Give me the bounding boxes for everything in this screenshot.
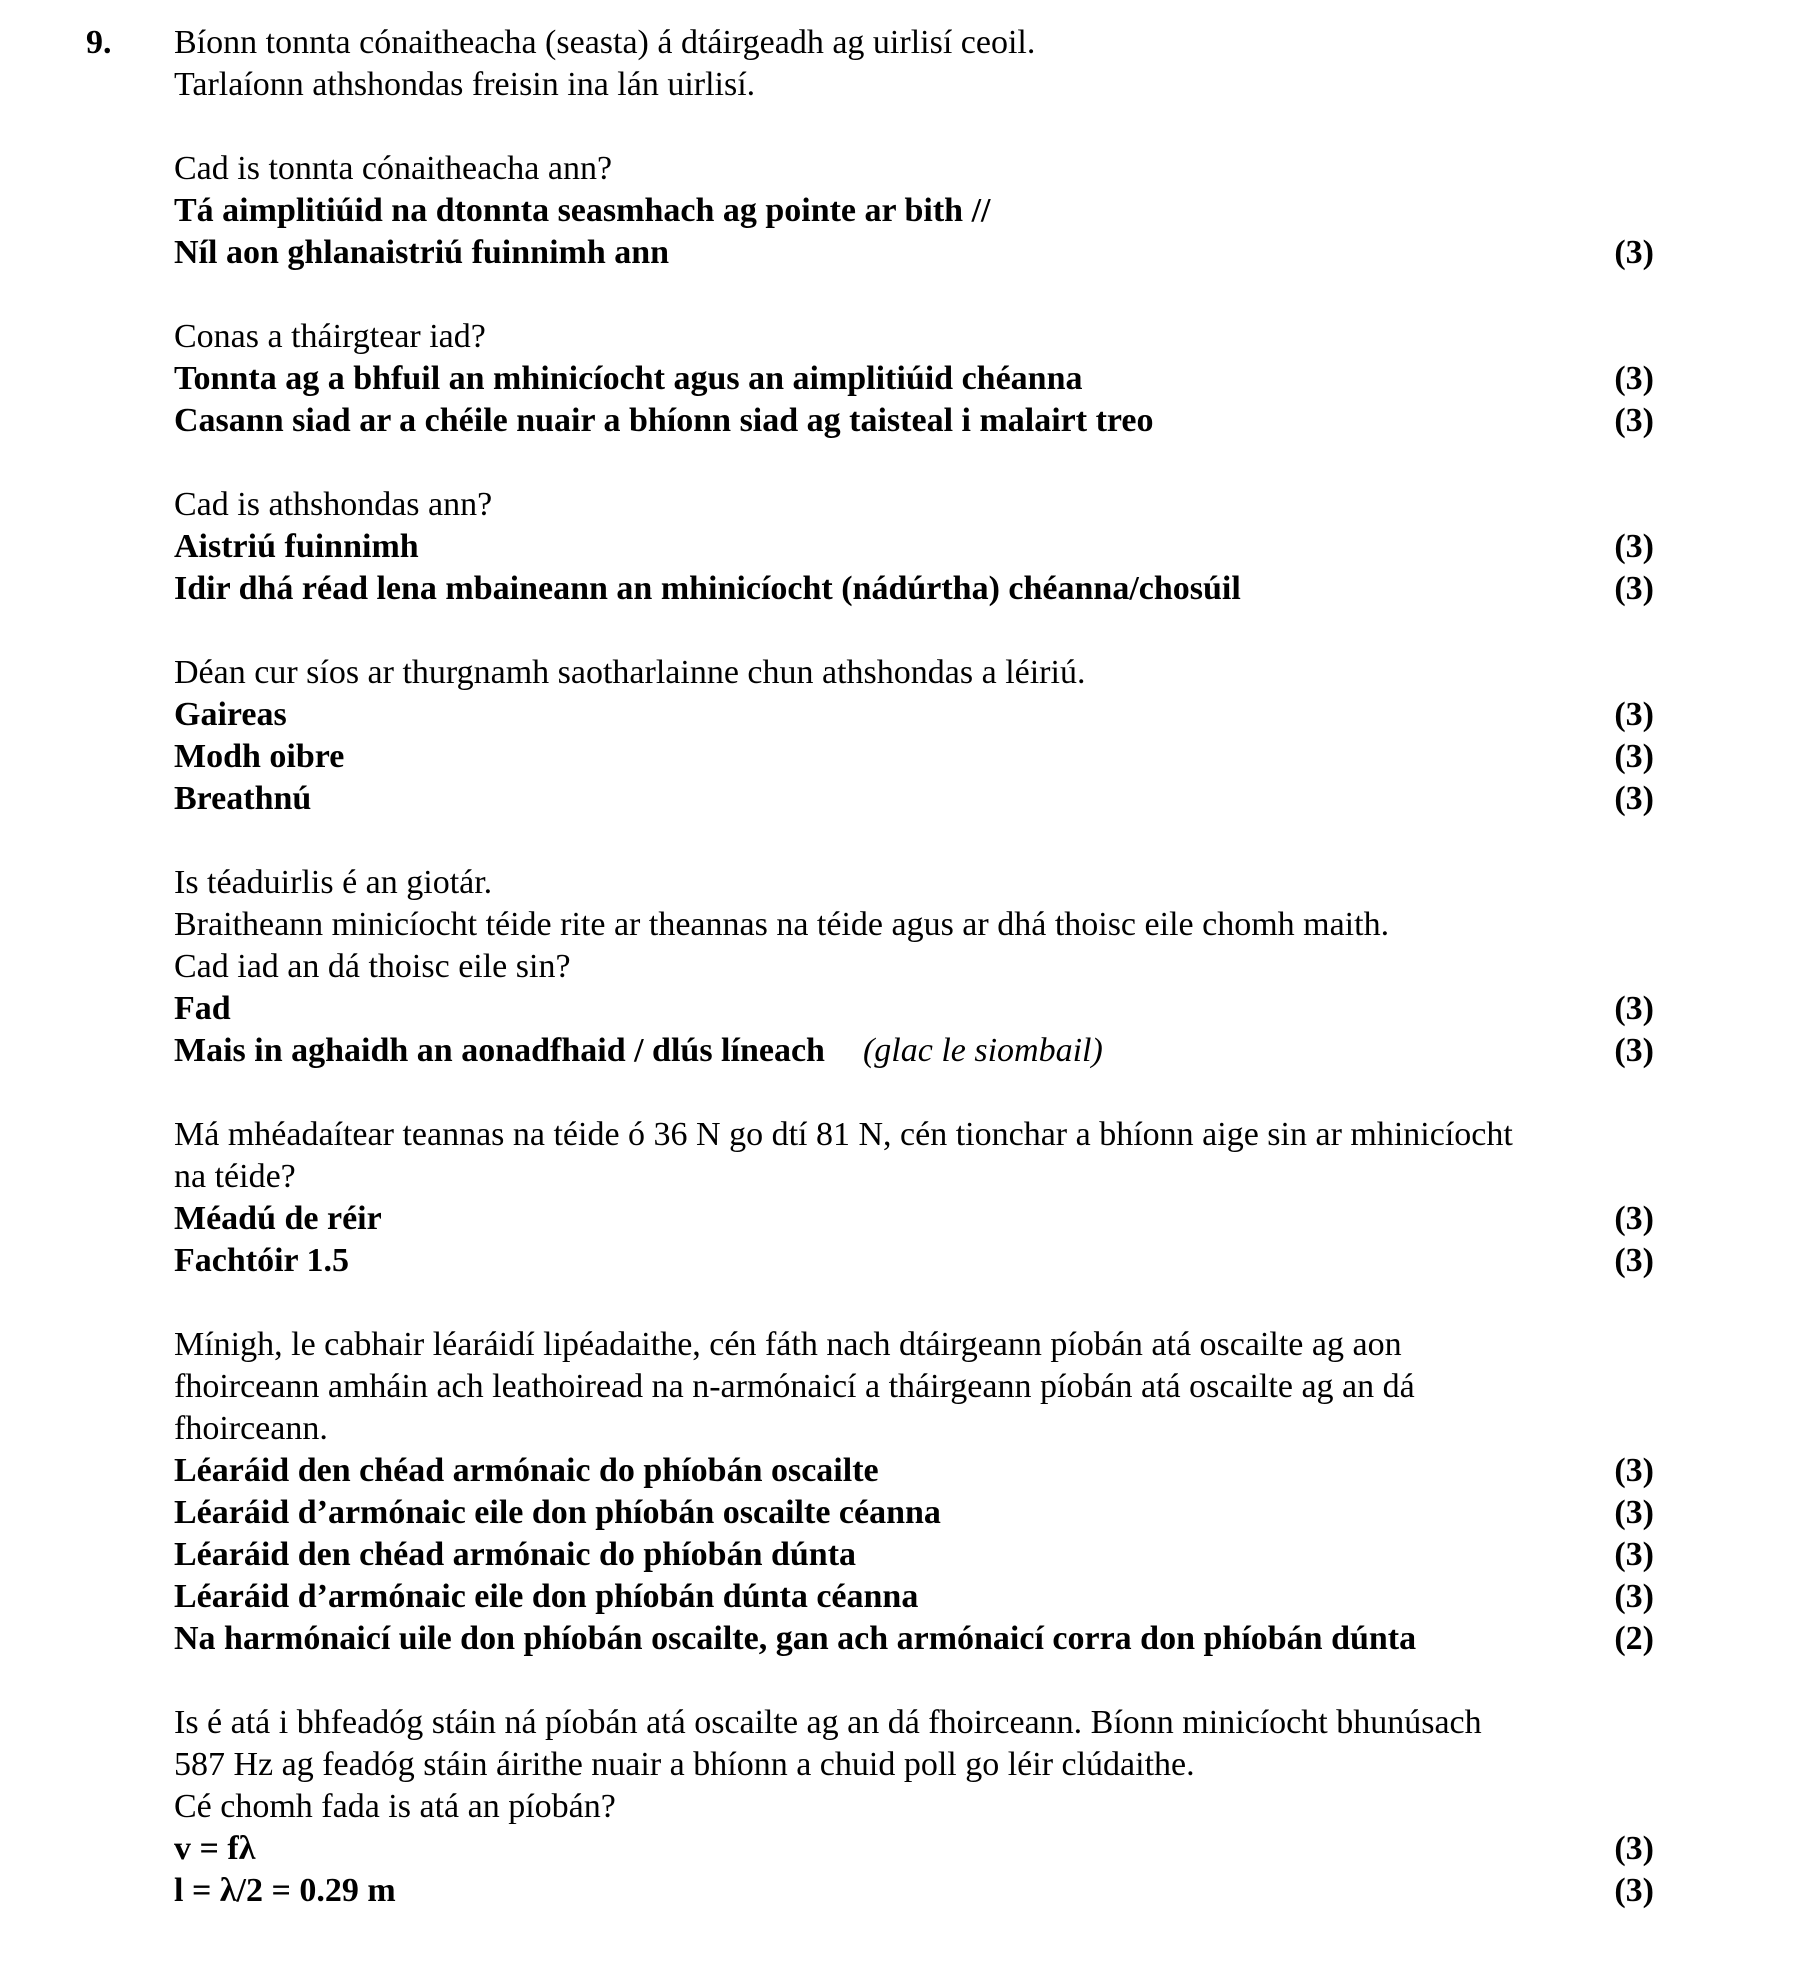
answer-text: Léaráid d’armónaic eile don phíobán oscailte céanna bbox=[174, 1494, 941, 1531]
prompt-line: 587 Hz ag feadóg stáin áirithe nuair a bhíonn a chuid poll go léir clúdaithe. bbox=[174, 1746, 1195, 1783]
mark: (3) bbox=[1614, 1830, 1654, 1867]
answer-line bbox=[174, 1030, 1654, 1072]
answer-line bbox=[174, 1618, 1654, 1660]
answer-text: Níl aon ghlanaistriú fuinnimh ann bbox=[174, 234, 670, 271]
answer-line bbox=[174, 190, 1654, 232]
mark: (3) bbox=[1614, 1578, 1654, 1615]
mark: (3) bbox=[1614, 1200, 1654, 1237]
answer-text: Casann siad ar a chéile nuair a bhíonn siad ag taisteal i malairt treo bbox=[174, 402, 1154, 439]
prompt-line: Conas a tháirgtear iad? bbox=[174, 318, 486, 355]
answer-text: Idir dhá réad lena mbaineann an mhinicíocht (nádúrtha) chéanna/chosúil bbox=[174, 570, 1241, 607]
answer-line bbox=[174, 1576, 1654, 1618]
intro-line: Tarlaíonn athshondas freisin ina lán uirlisí. bbox=[174, 66, 756, 103]
answer-text: Méadú de réir bbox=[174, 1200, 382, 1237]
answer-text: Modh oibre bbox=[174, 738, 345, 775]
prompt-line: Déan cur síos ar thurgnamh saotharlainne chun athshondas a léiriú. bbox=[174, 654, 1086, 691]
answer-text: l = λ/2 = 0.29 m bbox=[174, 1872, 396, 1909]
section-gap bbox=[174, 1282, 1654, 1324]
answer-text: Fachtóir 1.5 bbox=[174, 1242, 350, 1279]
mark: (3) bbox=[1614, 738, 1654, 775]
mark: (3) bbox=[1614, 360, 1654, 397]
answer-text: Aistriú fuinnimh bbox=[174, 528, 419, 565]
section-how-produced bbox=[174, 316, 1654, 442]
question-number: 9. bbox=[86, 24, 112, 61]
intro-line: Bíonn tonnta cónaitheacha (seasta) á dtáirgeadh ag uirlisí ceoil. bbox=[174, 24, 1036, 61]
answer-text: Tá aimplitiúid na dtonnta seasmhach ag pointe ar bith // bbox=[174, 192, 991, 229]
mark: (3) bbox=[1614, 1536, 1654, 1573]
answer-line bbox=[174, 568, 1654, 610]
question-content bbox=[174, 22, 1654, 1912]
answer-line bbox=[174, 1492, 1654, 1534]
answer-text: v = fλ bbox=[174, 1830, 256, 1867]
answer-text: Mais in aghaidh an aonadfhaid / dlús líneach bbox=[174, 1032, 825, 1069]
answer-text: Breathnú bbox=[174, 780, 312, 817]
answer-note: (glac le siombail) bbox=[862, 1032, 1103, 1069]
section-gap bbox=[174, 1660, 1654, 1702]
mark: (3) bbox=[1614, 1494, 1654, 1531]
prompt-line: Mínigh, le cabhair léaráidí lipéadaithe, cén fáth nach dtáirgeann píobán atá oscailte ag aon bbox=[174, 1326, 1402, 1363]
prompt-line: Cé chomh fada is atá an píobán? bbox=[174, 1788, 616, 1825]
mark: (3) bbox=[1614, 1242, 1654, 1279]
section-standing-waves bbox=[174, 148, 1654, 274]
answer-line bbox=[174, 778, 1654, 820]
section-gap bbox=[174, 1072, 1654, 1114]
mark: (3) bbox=[1614, 780, 1654, 817]
mark: (3) bbox=[1614, 1872, 1654, 1909]
answer-line bbox=[174, 736, 1654, 778]
mark: (2) bbox=[1614, 1620, 1654, 1657]
section-tin-whistle bbox=[174, 1702, 1654, 1912]
answer-line bbox=[174, 526, 1654, 568]
prompt-line: Braitheann minicíocht téide rite ar theannas na téide agus ar dhá thoisc eile chomh maith. bbox=[174, 906, 1390, 943]
answer-text: Léaráid den chéad armónaic do phíobán dúnta bbox=[174, 1536, 857, 1573]
mark: (3) bbox=[1614, 990, 1654, 1027]
prompt-line: Is é atá i bhfeadóg stáin ná píobán atá oscailte ag an dá fhoirceann. Bíonn minicíocht bhunúsach bbox=[174, 1704, 1482, 1741]
prompt-line: fhoirceann amháin ach leathoiread na n-armónaicí a tháirgeann píobán atá oscailte ag an dá bbox=[174, 1368, 1415, 1405]
answer-line bbox=[174, 988, 1654, 1030]
answer-line bbox=[174, 232, 1654, 274]
answer-text: Na harmónaicí uile don phíobán oscailte, gan ach armónaicí corra don phíobán dúnta bbox=[174, 1620, 1417, 1657]
answer-line bbox=[174, 1240, 1654, 1282]
answer-line bbox=[174, 1198, 1654, 1240]
answer-line bbox=[174, 358, 1654, 400]
section-resonance bbox=[174, 484, 1654, 610]
answer-text: Fad bbox=[174, 990, 231, 1027]
answer-text: Tonnta ag a bhfuil an mhinicíocht agus an aimplitiúid chéanna bbox=[174, 360, 1083, 397]
prompt-line: Cad is athshondas ann? bbox=[174, 486, 493, 523]
mark: (3) bbox=[1614, 1452, 1654, 1489]
answer-line bbox=[174, 400, 1654, 442]
mark: (3) bbox=[1614, 402, 1654, 439]
answer-line bbox=[174, 1450, 1654, 1492]
prompt-line: Cad iad an dá thoisc eile sin? bbox=[174, 948, 571, 985]
section-pipe-harmonics bbox=[174, 1324, 1654, 1660]
section-gap bbox=[174, 274, 1654, 316]
answer-line bbox=[174, 1534, 1654, 1576]
answer-text: Léaráid den chéad armónaic do phíobán oscailte bbox=[174, 1452, 879, 1489]
prompt-line: Má mhéadaítear teannas na téide ó 36 N go dtí 81 N, cén tionchar a bhíonn aige sin ar mhinicíocht bbox=[174, 1116, 1513, 1153]
mark: (3) bbox=[1614, 1032, 1654, 1069]
section-gap bbox=[174, 442, 1654, 484]
answer-line bbox=[174, 694, 1654, 736]
section-experiment bbox=[174, 652, 1654, 820]
section-gap bbox=[174, 610, 1654, 652]
mark: (3) bbox=[1614, 570, 1654, 607]
prompt-line: fhoirceann. bbox=[174, 1410, 328, 1447]
prompt-line: na téide? bbox=[174, 1158, 296, 1195]
mark: (3) bbox=[1614, 696, 1654, 733]
section-guitar-string bbox=[174, 862, 1654, 1072]
section-gap bbox=[174, 106, 1654, 148]
prompt-line: Is téaduirlis é an giotár. bbox=[174, 864, 493, 901]
answer-text: Gaireas bbox=[174, 696, 287, 733]
prompt-line: Cad is tonnta cónaitheacha ann? bbox=[174, 150, 613, 187]
answer-line bbox=[174, 1870, 1654, 1912]
section-tension-change bbox=[174, 1114, 1654, 1282]
answer-line bbox=[174, 1828, 1654, 1870]
section-gap bbox=[174, 820, 1654, 862]
answer-text: Léaráid d’armónaic eile don phíobán dúnta céanna bbox=[174, 1578, 919, 1615]
mark: (3) bbox=[1614, 234, 1654, 271]
mark: (3) bbox=[1614, 528, 1654, 565]
